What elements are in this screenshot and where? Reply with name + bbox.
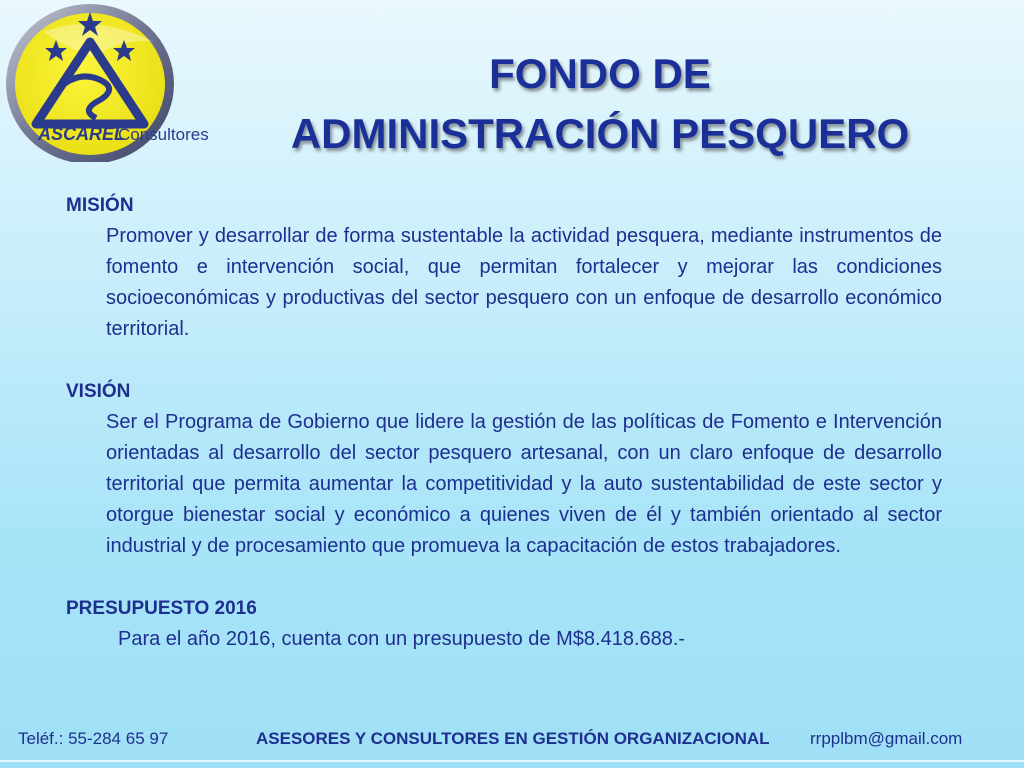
presupuesto-text: Para el año 2016, cuenta con un presupuesto de M$8.418.688.- [118, 628, 686, 650]
presupuesto-heading: PRESUPUESTO 2016 [66, 598, 257, 619]
vision-heading: VISIÓN [66, 381, 131, 402]
page-title [230, 44, 970, 164]
footer-phone: Teléf.: 55-284 65 97 [18, 729, 169, 748]
vision-text: Ser el Programa de Gobierno que lidere la gestión de las políticas de Fomento e Intervención orientadas al desarrollo del sector pesquero artesanal, con un claro enfoque de desarrollo territorial que permita aumentar la competitividad y la auto sustentabilidad de este sector y otorgue bienestar social y económico a quienes viven de él y también orientado al sector industrial y de procesamiento que promueva la capacitación de estos trabajadores. [106, 411, 942, 557]
mision-text: Promover y desarrollar de forma sustentable la actividad pesquera, mediante instrumentos de fomento e intervención social, que permitan fortalecer y mejorar las condiciones socioeconómicas y productivas del sector pesquero con un enfoque de desarrollo económico territorial. [106, 225, 942, 340]
ascarel-logo [4, 2, 210, 162]
logo-brand: ASCAREL [38, 124, 126, 144]
footer-company: ASESORES Y CONSULTORES EN GESTIÓN ORGANIZACIONAL [256, 729, 770, 748]
logo-suffix: Consultores [118, 125, 209, 144]
footer-email: rrpplbm@gmail.com [810, 729, 963, 748]
title-line-2: ADMINISTRACIÓN PESQUERO [290, 110, 910, 157]
title-line-1: FONDO DE [489, 50, 711, 97]
content-body [66, 190, 942, 655]
mision-heading: MISIÓN [66, 195, 134, 216]
footer-divider [0, 760, 1024, 762]
ascarel-logo-icon [4, 2, 210, 162]
footer [0, 724, 1024, 754]
